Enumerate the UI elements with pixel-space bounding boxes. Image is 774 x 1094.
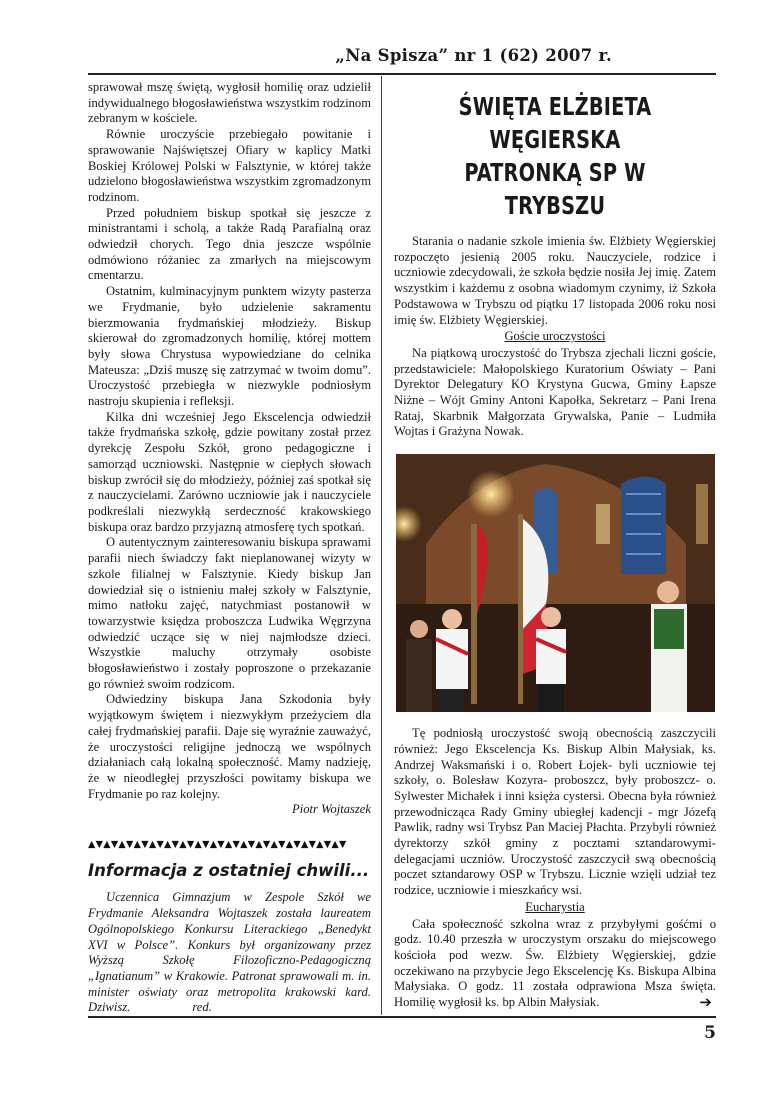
left-column	[88, 80, 371, 1016]
paragraph: Odwiedziny biskupa Jana Szkodonia były wyjątkowym świętem i niezwykłym przeżyciem dla całej frydmańskiej parafii. Daje się wyraźnie zauważyć, że uroczystości religijne jednoczą we wspólnych działaniach całą lokalną społeczność. Mamy nadzieję, że w nieodległej przyszłości powitamy biskupa we Frydmanie po raz kolejny.	[88, 692, 371, 801]
arrow-right-icon: ➔	[699, 993, 712, 1012]
article-title	[417, 90, 694, 222]
news-signature: red.	[192, 1000, 212, 1015]
paragraph: O autentycznym zainteresowaniu biskupa sprawami parafii niech świadczy fakt nieplanowanej wizyty w szkole filialnej w Falsztynie. Kiedy biskup Jan dowiedział się o istnieniu małej szkoły w Falsztynie, mimo natłoku zajęć, natychmiast postanowił w towarzystwie księdza proboszcza Ludwika Węgrzyna odwiedzić uczące się w niej najmłodsze dzieci. Wszystkie maluchy otrzymały osobiste błogosławieństwo i zostały poproszone o przekazanie go również swoim rodzicom.	[88, 535, 371, 691]
top-rule	[88, 73, 716, 75]
news-body: Uczennica Gimnazjum w Zespole Szkół we Frydmanie Aleksandra Wojtaszek została laureatem Ogólnopolskiego Konkursu Literackiego „Benedykt XVI w Polsce”. Konkurs był organizowany przez Wyższą Szkołę Filozoficzno-Pedagogiczną „Ignatianum” w Krakowie. Patronat sprawowali m. in. minister oświaty oraz metropolita krakowski kard. Dziwisz.	[88, 890, 371, 1015]
paragraph: Tę podniosłą uroczystość swoją obecnością zaszczycili również: Jego Ekscelencja Ks. Biskup Albin Małysiak, ks. Andrzej Waksmański i o. Robert Łojek- byli uczniowie tej szkoły, o. Bolesław Kozyra- proboszcz, były proboszcz- o. Sylwester Michałek i inni księża cystersi. Obecna była również przewodnicząca Rady Gminy ubiegłej kadencji - mgr Józefą Pawlik, radny wsi Trybsz Pan Maciej Płachta. Przybyli również dyrektorzy szkół gminy z pocztami sztandarowymi- delegacjami uczniów. Uroczystość zaszczycił swą obecnością poczet sztandarowy OSP w Trybszu. Licznie wzięli udział tez rodzice, uczniowie i mieszkańcy wsi.	[394, 726, 716, 898]
paragraph: Na piątkową uroczystość do Trybsza zjechali liczni goście, przedstawiciele: Małopolskiego Kuratorium Oświaty – Pani Dyrektor Delegatury KO Krystyna Gucwa, Gminy Łapsze Niżne – Wójt Gminy Antoni Kapołka, Sekretarz – Pani Irena Rataj, Skarbnik Małgorzata Grywalska, Panie – Ludmiła Wojtas i Grażyna Nowak.	[394, 345, 716, 439]
triangle-divider: ▲▼▲▼▲▼▲▼▲▼▲▼▲▼▲▼▲▼▲▼▲▼▲▼▲▼▲▼▲▼▲▼▲▼	[88, 839, 347, 851]
article-title-line2: PATRONKĄ SP W TRYBSZU	[464, 158, 646, 220]
author-signature: Piotr Wojtaszek	[292, 802, 371, 817]
ceremony-photo	[396, 454, 715, 712]
journal-issue: „Na Spisza” nr 1 (62) 2007 r.	[335, 46, 612, 65]
church-ceremony-image	[396, 454, 715, 712]
paragraph: Przed południem biskup spotkał się jeszcze z ministrantami i scholą, a także Radą Parafialną oraz odwiedził chorych. Tego dnia jeszcze wspólnie odmówiono różaniec za zmarłych na miejscowym cmentarzu.	[88, 205, 371, 283]
paragraph: Kilka dni wcześniej Jego Ekscelencja odwiedził także frydmańska szkołę, gdzie powitany został przez dyrekcję Zespołu Szkół, grono pedagogiczne i samorząd uczniowski. Następnie w ciepłych słowach biskup zwrócił się do młodzieży, później zaś spotkał się z nauczycielami. Zarówno uczniowie jak i nauczyciele podkreślali niezwykłą serdeczność krakowskiego biskupa oraz bardzo przyjazną atmosferę tych spotkań.	[88, 409, 371, 534]
subheading-guests: Goście uroczystości	[504, 329, 606, 344]
news-heading: Informacja z ostatniej chwili...	[88, 860, 370, 880]
paragraph: Równie uroczyście przebiegało powitanie i sprawowanie Najświętszej Ofiary w kaplicy Matki Boskiej Królowej Polski w Falsztynie, w której także udzielono błogosławieństwa wszystkim zgromadzonym rodzinom.	[88, 127, 371, 204]
bottom-rule	[88, 1016, 716, 1018]
paragraph: Ostatnim, kulminacyjnym punktem wizyty pasterza we Frydmanie, było udzielenie sakramentu bierzmowania frydmańskiej młodzieży. Biskup skierował do zgromadzonych homilię, której mottem były słowa Chrystusa wypowiedziane do celnika Mateusza: „Dziś muszę się zatrzymać w twoim domu”. Uroczystość przebiegła w niezwykle podniosłym nastroju skupienia i refleksji.	[88, 284, 371, 409]
paragraph: Cała społeczność szkolna wraz z przybyłymi gośćmi o godz. 10.40 przeszła w uroczystym orszaku do miejscowego kościoła pod wezw. Św. Elżbiety Węgierskiej, gdzie oczekiwano na przybycie Jego Ekscelencję Ks. Biskupa Albina Małysiaka. O godz. 11 została odprawiona Msza święta. Homilię wygłosił ks. bp Albin Małysiak.	[394, 916, 716, 1010]
page-number: 5	[704, 1023, 716, 1043]
subheading-eucharist: Eucharystia	[525, 899, 585, 914]
page-header	[88, 46, 716, 66]
column-divider	[381, 76, 382, 1015]
news-text	[88, 890, 371, 1016]
paragraph: Starania o nadanie szkole imienia św. Elżbiety Węgierskiej rozpoczęto jesienią 2005 roku. Nauczyciele, rodzice i uczniowie zdecydowali, że szkoła będzie nosiła Jej imię. Zatem wszystkim i każdemu z osobna wiadomym czynimy, iż Szkoła Podstawowa w Trybszu od piątku 17 listopada 2006 roku nosi imię św. Elżbiety Węgierskiej.	[394, 234, 716, 327]
article-title-line1: ŚWIĘTA ELŻBIETA WĘGIERSKA	[458, 92, 652, 154]
paragraph: sprawował mszę świętą, wygłosił homilię oraz udzielił indywidualnego błogosławieństwa wszystkim rodzinom zebranym w kościele.	[88, 80, 371, 126]
right-column	[394, 80, 716, 1011]
